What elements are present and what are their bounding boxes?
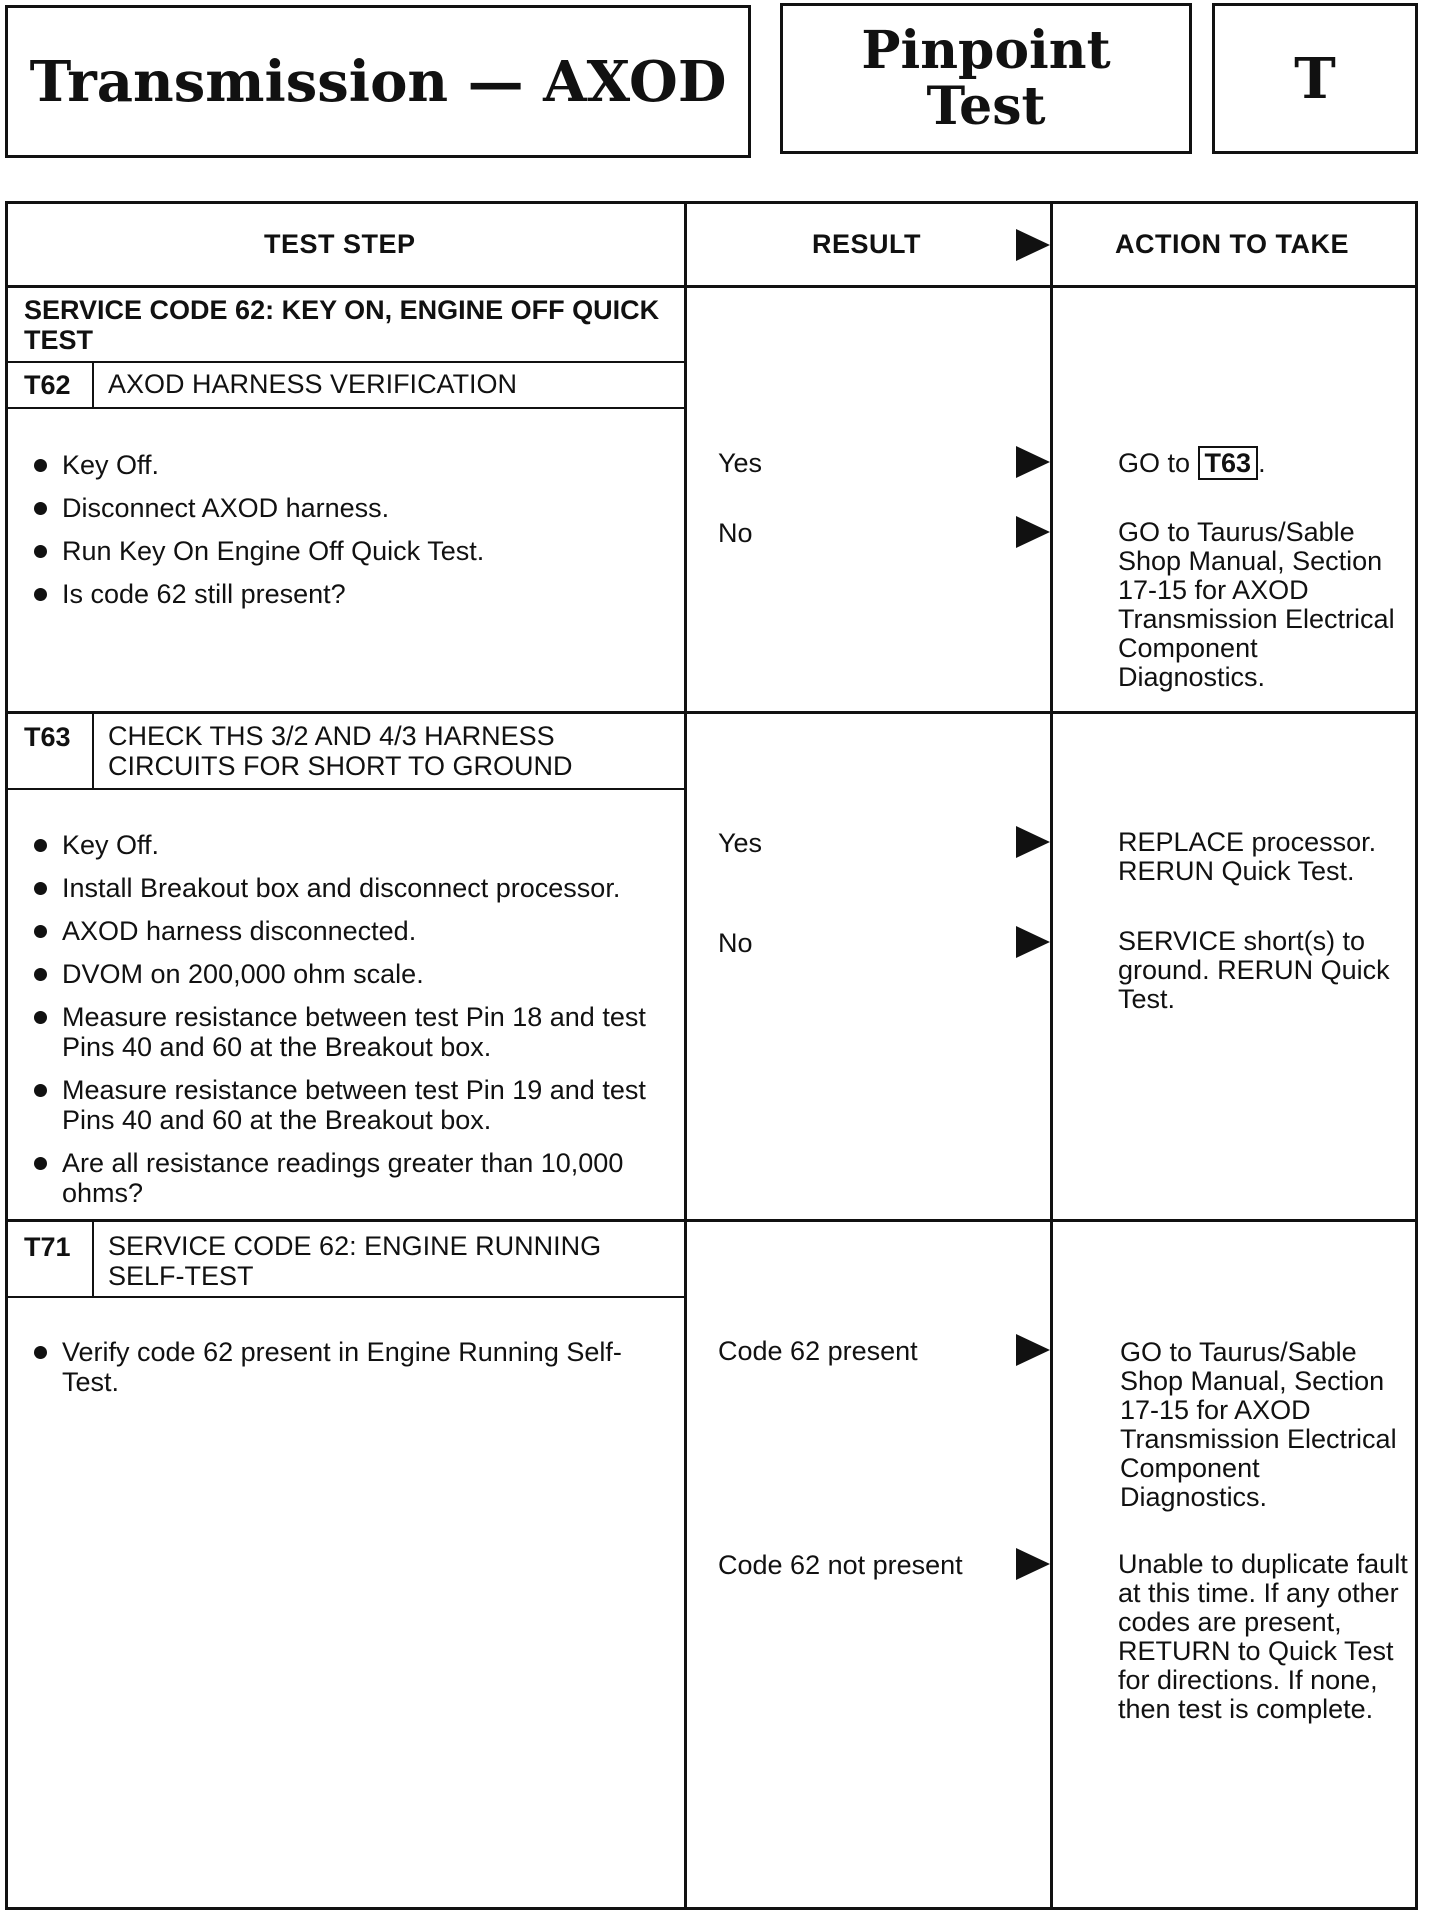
t63-title-underline xyxy=(5,788,687,790)
section-title-underline xyxy=(5,361,687,363)
t63-title: CHECK THS 3/2 AND 4/3 HARNESS CIRCUITS FOR SHORT TO GROUND xyxy=(108,721,573,781)
action-header: ACTION TO TAKE xyxy=(1115,229,1349,259)
t71-result-present: Code 62 present xyxy=(718,1336,918,1366)
document-title: Transmission — AXOD xyxy=(29,48,727,115)
t63-reference: T63 xyxy=(1198,446,1259,480)
t62-code-divider xyxy=(92,361,94,408)
t71-result-not-present: Code 62 not present xyxy=(718,1550,963,1580)
t71-title: SERVICE CODE 62: ENGINE RUNNING SELF-TEST xyxy=(108,1231,602,1291)
t63-no-arrow-icon xyxy=(1016,926,1050,958)
list-item: Measure resistance between test Pin 18 and test Pins 40 and 60 at the Breakout box. xyxy=(32,1002,662,1062)
t71-title-underline xyxy=(5,1296,687,1298)
t63-yes-result: Yes xyxy=(718,828,763,858)
list-item: AXOD harness disconnected. xyxy=(32,916,662,946)
list-item: Install Breakout box and disconnect processor. xyxy=(32,873,662,903)
t71-action-present: GO to Taurus/Sable Shop Manual, Section 17-15 for AXOD Transmission Electrical Component Diagnostics. xyxy=(1120,1337,1397,1512)
t71-present-arrow-icon xyxy=(1016,1334,1050,1366)
column-divider-2 xyxy=(1050,201,1053,1910)
list-item: Are all resistance readings greater than 10,000 ohms? xyxy=(32,1148,662,1208)
t63-code: T63 xyxy=(24,722,71,752)
t63-row-divider xyxy=(5,1219,1418,1222)
table-border-top xyxy=(5,201,1418,204)
section-letter: T xyxy=(1294,45,1336,112)
table-border-left xyxy=(5,201,8,1910)
section-title: SERVICE CODE 62: KEY ON, ENGINE OFF QUICK TEST xyxy=(24,295,660,355)
list-item: Key Off. xyxy=(32,450,662,480)
list-item: Run Key On Engine Off Quick Test. xyxy=(32,536,662,566)
t63-code-divider xyxy=(92,713,94,789)
t62-yes-action-suffix: . xyxy=(1258,448,1266,478)
pinpoint-test-box xyxy=(780,3,1192,154)
t63-yes-action: REPLACE processor. RERUN Quick Test. xyxy=(1118,827,1377,886)
table-border-right xyxy=(1415,201,1418,1910)
t71-not-present-arrow-icon xyxy=(1016,1548,1050,1580)
column-divider-1 xyxy=(684,201,687,1910)
t62-title-underline xyxy=(5,407,687,409)
title-box xyxy=(5,5,751,158)
test-step-header: TEST STEP xyxy=(264,229,416,259)
list-item: Verify code 62 present in Engine Running Self-Test. xyxy=(32,1337,662,1397)
list-item: Disconnect AXOD harness. xyxy=(32,493,662,523)
t62-yes-action-prefix: GO to xyxy=(1118,448,1191,478)
section-letter-box xyxy=(1212,3,1418,154)
t63-no-result: No xyxy=(718,928,753,958)
t63-no-action: SERVICE short(s) to ground. RERUN Quick Test. xyxy=(1118,926,1390,1014)
list-item: Key Off. xyxy=(32,830,662,860)
t62-title: AXOD HARNESS VERIFICATION xyxy=(108,369,518,399)
list-item: Is code 62 still present? xyxy=(32,579,662,609)
test-label: Test xyxy=(926,75,1046,137)
list-item: Measure resistance between test Pin 19 and test Pins 40 and 60 at the Breakout box. xyxy=(32,1075,662,1135)
t62-no-result: No xyxy=(718,518,753,548)
t62-no-arrow-icon xyxy=(1016,516,1050,548)
list-item: DVOM on 200,000 ohm scale. xyxy=(32,959,662,989)
t71-steps xyxy=(32,1337,662,1397)
t62-yes-arrow-icon xyxy=(1016,446,1050,478)
table-border-bottom xyxy=(5,1907,1418,1910)
t62-steps xyxy=(32,450,662,609)
header-underline xyxy=(5,285,1418,288)
result-arrow-icon xyxy=(1016,229,1050,261)
t62-code: T62 xyxy=(24,370,71,400)
t62-yes-result: Yes xyxy=(718,448,763,478)
t62-yes-action xyxy=(1118,448,1266,478)
result-header: RESULT xyxy=(812,229,921,259)
t62-row-divider xyxy=(5,711,1418,714)
t62-no-action: GO to Taurus/Sable Shop Manual, Section 17-15 for AXOD Transmission Electrical Component Diagnostics. xyxy=(1118,517,1395,692)
t71-code-divider xyxy=(92,1221,94,1297)
pinpoint-label: Pinpoint xyxy=(861,19,1111,81)
t63-yes-arrow-icon xyxy=(1016,826,1050,858)
t71-code: T71 xyxy=(24,1232,71,1262)
t63-steps xyxy=(32,830,662,1208)
t71-action-not-present: Unable to duplicate fault at this time. If any other codes are present, RETURN to Quick Test for directions. If none, then test is complete. xyxy=(1118,1549,1408,1724)
